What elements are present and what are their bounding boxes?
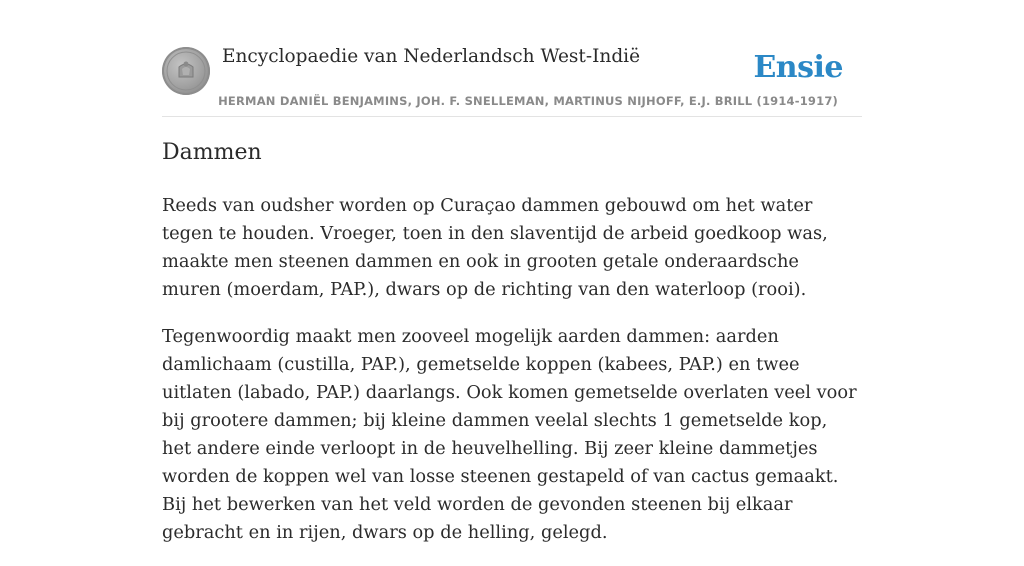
coin-seal-icon[interactable] — [162, 47, 210, 95]
article-body — [162, 192, 862, 566]
ensie-brand-logo[interactable]: Ensie — [753, 50, 843, 85]
article-title: Dammen — [162, 140, 262, 165]
publication-header — [162, 0, 862, 117]
publication-authors: HERMAN DANIËL BENJAMINS, JOH. F. SNELLEMAN, MARTINUS NIJHOFF, E.J. BRILL (1914-1917) — [218, 94, 838, 108]
publication-title[interactable]: Encyclopaedie van Nederlandsch West-Indië — [222, 46, 641, 67]
article-paragraph: Reeds van oudsher worden op Curaçao dammen gebouwd om het water tegen te houden. Vroeger, toen in den slaventijd de arbeid goedkoop was, maakte men steenen dammen en ook in grooten getale onderaardsche muren (moerdam, PAP.), dwars op de richting van den waterloop (rooi). — [162, 195, 828, 300]
article-paragraph: Tegenwoordig maakt men zooveel mogelijk aarden dammen: aarden damlichaam (custilla, PAP.), gemetselde koppen (kabees, PAP.) en twee uitlaten (labado, PAP.) daarlangs. Ook komen gemetselde overlaten veel voor bij grootere dammen; bij kleine dammen veelal slechts 1 gemetselde kop, het andere einde verloopt in de heuvelhelling. Bij zeer kleine dammetjes worden de koppen wel van losse steenen gestapeld of van cactus gemaakt. Bij het bewerken van het veld worden de gevonden steenen bij elkaar gebracht en in rijen, dwars op de helling, gelegd. — [162, 326, 857, 543]
page — [162, 0, 862, 543]
